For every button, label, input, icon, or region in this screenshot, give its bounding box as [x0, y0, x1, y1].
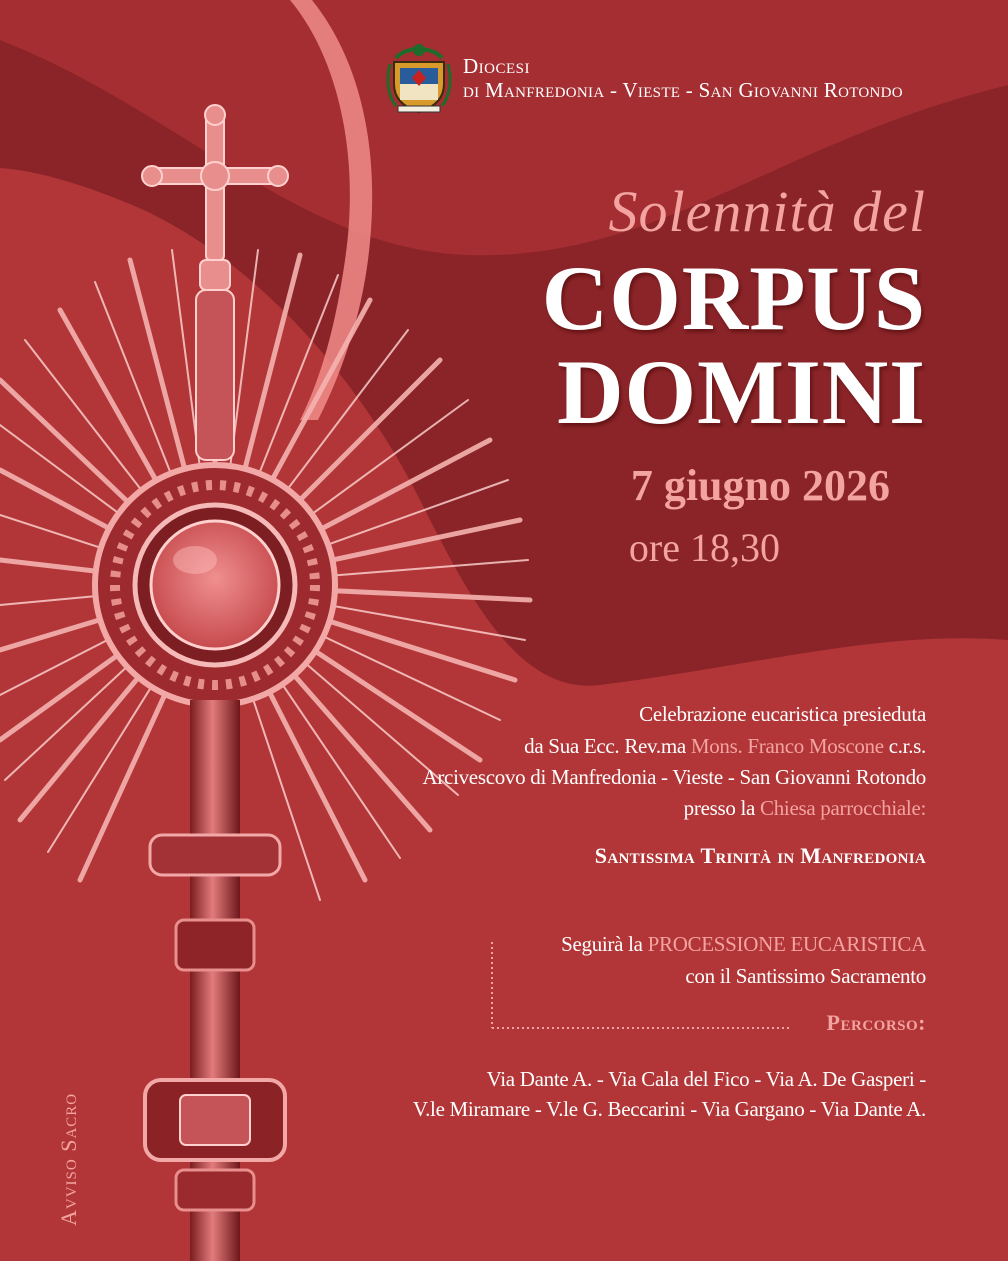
church-label: Chiesa parrocchiale: — [760, 796, 926, 820]
avviso-sacro-label: Avviso Sacro — [56, 1092, 81, 1226]
celebration-line1 — [639, 702, 926, 727]
procession-line1-pre: Seguirà la — [561, 932, 648, 956]
route-line1 — [487, 1067, 926, 1092]
procession-line2-text: con il Santissimo Sacramento — [685, 964, 926, 988]
route-line2 — [413, 1097, 926, 1122]
celebrant-name: Mons. Franco Moscone — [690, 734, 884, 758]
diocese-crest-icon — [386, 40, 452, 114]
route-line2-text: V.le Miramare - V.le G. Beccarini - Via Gargano - Via Dante A. — [412, 1097, 926, 1121]
celebration-line1-text: Celebrazione eucaristica presieduta — [639, 702, 926, 726]
celebration-line2 — [524, 734, 926, 759]
diocese-name-line2: di Manfredonia - Vieste - San Giovanni Rotondo — [463, 78, 903, 102]
route-line1-text: Via Dante A. - Via Cala del Fico - Via A. De Gasperi - — [486, 1067, 926, 1091]
procession-line1 — [561, 932, 926, 957]
title-domini: DOMINI — [557, 341, 926, 443]
procession-line2 — [685, 964, 926, 989]
celebration-line3 — [422, 765, 926, 790]
title-corpus: CORPUS — [541, 247, 926, 349]
church-name: Santissima Trinità in Manfredonia — [594, 843, 926, 868]
celebration-line2-pre: da Sua Ecc. Rev.ma — [524, 734, 691, 758]
monstrance-body — [95, 465, 335, 705]
procession-title: PROCESSIONE EUCARISTICA — [647, 932, 926, 956]
event-date: 7 giugno 2026 — [630, 461, 890, 510]
celebration-line4 — [684, 796, 926, 821]
celebration-line3-text: Arcivescovo di Manfredonia - Vieste - San Giovanni Rotondo — [422, 765, 926, 789]
celebration-line4-pre: presso la — [683, 796, 760, 820]
script-title: Solennità del — [608, 179, 926, 244]
diocese-name-line1: Diocesi — [463, 54, 530, 78]
route-label: Percorso: — [826, 1010, 926, 1035]
celebration-line2-post: c.r.s. — [883, 734, 926, 758]
event-time: ore 18,30 — [628, 525, 780, 570]
